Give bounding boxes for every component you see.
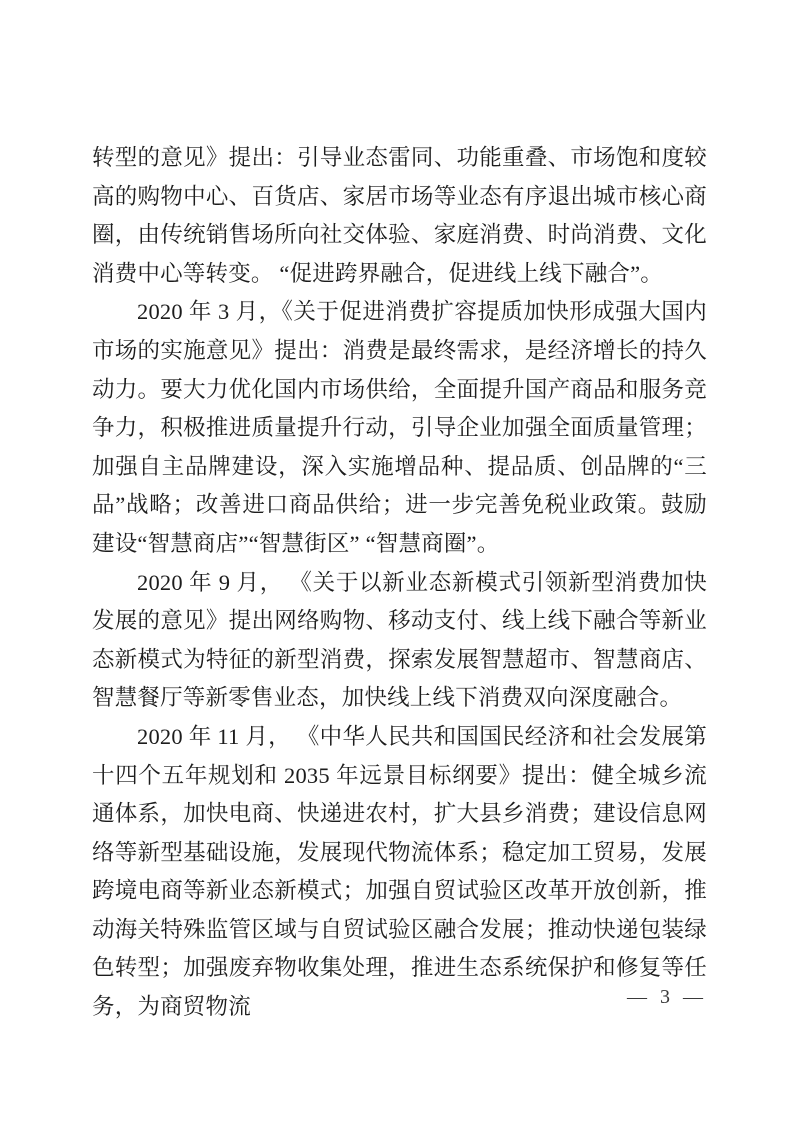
body-paragraph-2020-march: 2020 年 3 月，《关于促进消费扩容提质加快形成强大国内市场的实施意见》提出：消费是最终需求，是经济增长的持久动力。要大力优化国内市场供给，全面提升国产商品和服务竞争力，积极推进质量提升行动，引导企业加强全面质量管理；加强自主品牌建设，深入实施增品种、提品质、创品牌的“三品”战略；改善进口商品供给；进一步完善免税业政策。鼓励建设“智慧商店”“智慧街区” “智慧商圈”。 xyxy=(92,299,707,556)
body-paragraph-2020-november: 2020 年 11 月， 《中华人民共和国国民经济和社会发展第十四个五年规划和 2035 年远景目标纲要》提出：健全城乡流通体系，加快电商、快递进农村，扩大县乡消费；建设信息网络等新型基础设施，发展现代物流体系；稳定加工贸易，发展跨境电商等新业态新模式；加强自贸试验区改革开放创新，推动海关特殊监管区域与自贸试验区融合发展；推动快递包装绿色转型；加强废弃物收集处理，推进生态系统保护和修复等任务，为商贸物流 xyxy=(92,723,707,1020)
document-body xyxy=(92,139,707,1027)
page-number: — 3 — xyxy=(627,986,707,1008)
body-paragraph-2020-september: 2020 年 9 月， 《关于以新业态新模式引领新型消费加快发展的意见》提出网络购物、移动支付、线上线下融合等新业态新模式为特征的新型消费，探索发展智慧超市、智慧商店、智慧餐厅等新零售业态，加快线上线下消费双向深度融合。 xyxy=(92,569,707,711)
body-paragraph-continuation: 转型的意见》提出：引导业态雷同、功能重叠、市场饱和度较高的购物中心、百货店、家居市场等业态有序退出城市核心商圈，由传统销售场所向社交体验、家庭消费、时尚消费、文化消费中心等转变。 “促进跨界融合，促进线上线下融合”。 xyxy=(92,145,707,286)
